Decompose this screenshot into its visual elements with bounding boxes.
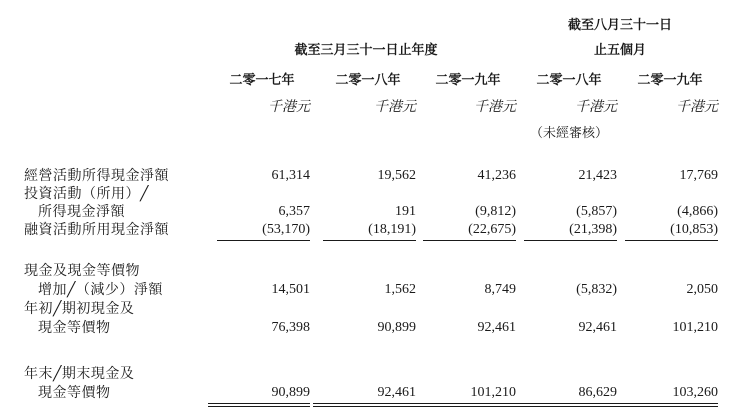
unit-label-1: 千港元 xyxy=(268,100,310,115)
row-value: 92,461 xyxy=(477,320,516,335)
row-label-investing-2: 所得現金淨額 xyxy=(38,204,125,220)
row-value: (10,853) xyxy=(670,222,718,237)
period-header-aug-2: 止五個月 xyxy=(593,43,646,58)
row-value: (18,191) xyxy=(368,222,416,237)
subtotal-rule xyxy=(323,240,416,241)
subtotal-rule xyxy=(423,240,516,241)
row-value: 92,461 xyxy=(578,320,617,335)
row-value: (5,832) xyxy=(576,282,617,297)
row-label-financing: 融資活動所用現金淨額 xyxy=(24,222,169,238)
row-label-closing: 年末╱期末現金及 xyxy=(24,366,135,382)
row-value: (4,866) xyxy=(677,204,718,219)
row-value: (9,812) xyxy=(475,204,516,219)
total-rule xyxy=(313,406,416,407)
total-rule xyxy=(208,403,310,404)
row-value: (5,857) xyxy=(576,204,617,219)
period-header-march: 截至三月三十一日止年度 xyxy=(294,43,438,58)
row-value: (22,675) xyxy=(468,222,516,237)
row-label-closing-2: 現金等價物 xyxy=(38,385,111,401)
row-value: 76,398 xyxy=(271,320,310,335)
row-value: (53,170) xyxy=(262,222,310,237)
row-label-opening-2: 現金等價物 xyxy=(38,320,111,336)
row-value: 21,423 xyxy=(578,168,617,183)
year-header-1: 二零一七年 xyxy=(229,73,295,88)
row-label-operating: 經營活動所得現金淨額 xyxy=(24,168,169,184)
row-label-opening: 年初╱期初現金及 xyxy=(24,301,135,317)
row-value: 19,562 xyxy=(377,168,416,183)
year-header-2: 二零一八年 xyxy=(335,73,401,88)
unit-label-4: 千港元 xyxy=(575,100,617,115)
row-value: 101,210 xyxy=(470,385,516,400)
row-value: (21,398) xyxy=(569,222,617,237)
row-value: 191 xyxy=(395,204,416,219)
row-value: 92,461 xyxy=(377,385,416,400)
total-rule xyxy=(313,403,416,404)
row-label-net-change: 現金及現金等價物 xyxy=(24,263,140,279)
row-value: 90,899 xyxy=(271,385,310,400)
unit-label-3: 千港元 xyxy=(474,100,516,115)
row-value: 6,357 xyxy=(278,204,310,219)
row-value: 2,050 xyxy=(686,282,718,297)
subtotal-rule xyxy=(625,240,718,241)
total-rule xyxy=(413,406,516,407)
unaudited-note: （未經審核） xyxy=(529,126,608,141)
total-rule xyxy=(514,403,617,404)
total-rule xyxy=(413,403,516,404)
subtotal-rule xyxy=(524,240,617,241)
row-value: 90,899 xyxy=(377,320,416,335)
year-header-4: 二零一八年 xyxy=(536,73,602,88)
period-header-aug: 截至八月三十一日 xyxy=(567,18,672,33)
row-value: 8,749 xyxy=(484,282,516,297)
unit-label-2: 千港元 xyxy=(374,100,416,115)
total-rule xyxy=(615,406,718,407)
row-value: 86,629 xyxy=(578,385,617,400)
row-label-investing: 投資活動（所用）╱ xyxy=(24,186,149,202)
total-rule xyxy=(208,406,310,407)
unit-label-5: 千港元 xyxy=(676,100,718,115)
total-rule xyxy=(514,406,617,407)
row-value: 61,314 xyxy=(271,168,310,183)
row-value: 41,236 xyxy=(477,168,516,183)
row-value: 1,562 xyxy=(384,282,416,297)
subtotal-rule xyxy=(217,240,310,241)
row-value: 101,210 xyxy=(672,320,718,335)
row-label-net-change-2: 增加╱（減少）淨額 xyxy=(38,282,163,298)
year-header-3: 二零一九年 xyxy=(435,73,501,88)
row-value: 14,501 xyxy=(271,282,310,297)
row-value: 103,260 xyxy=(672,385,718,400)
row-value: 17,769 xyxy=(679,168,718,183)
year-header-5: 二零一九年 xyxy=(637,73,703,88)
total-rule xyxy=(615,403,718,404)
